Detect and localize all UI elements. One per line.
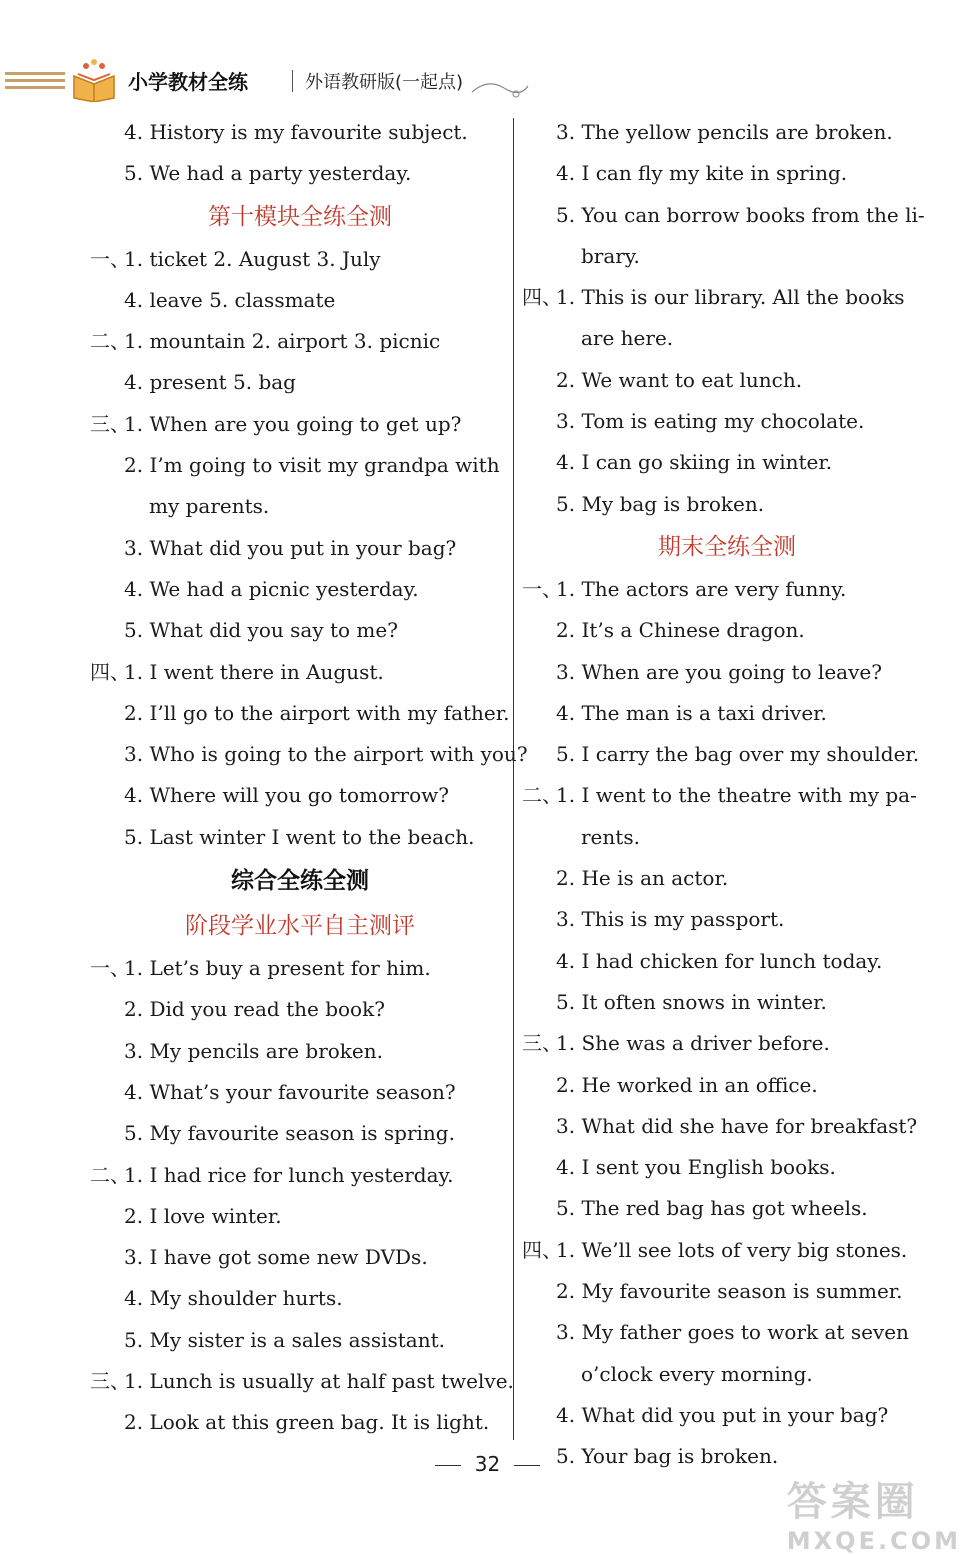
answer-line: 5. It often snows in winter. — [556, 989, 827, 1014]
answer-text: 1. Lunch is usually at half past twelve. — [124, 1369, 514, 1394]
answer-text: 1. We’ll see lots of very big stones. — [556, 1237, 908, 1262]
answer-line — [522, 1230, 932, 1271]
answer-line: 4. My shoulder hurts. — [124, 1286, 343, 1311]
open-book-icon — [70, 58, 118, 102]
answer-line-continuation: rents. — [581, 824, 640, 849]
answer-line: 3. What did you put in your bag? — [124, 535, 457, 560]
answer-line: 3. This is my passport. — [556, 907, 785, 932]
answer-line: 3. What did she have for breakfast? — [556, 1113, 918, 1138]
answer-line: 2. He is an actor. — [556, 866, 729, 891]
answer-text: 1. I went there in August. — [124, 659, 384, 684]
answer-line: 4. What’s your favourite season? — [124, 1079, 456, 1104]
answer-line: 5. We had a party yesterday. — [124, 161, 412, 186]
answer-line: 4. I can fly my kite in spring. — [556, 161, 848, 186]
answer-line: 5. I carry the bag over my shoulder. — [556, 742, 920, 767]
answer-line: 3. The yellow pencils are broken. — [556, 120, 893, 144]
answer-line: 2. I’m going to visit my grandpa with — [124, 453, 500, 478]
answer-line: 2. My favourite season is summer. — [556, 1279, 903, 1304]
header-brand: 小学教材全练 — [128, 70, 248, 94]
answer-line — [90, 1361, 514, 1402]
watermark-bottom: MXQE.COM — [786, 1527, 961, 1555]
header-swirl-decoration — [470, 72, 530, 102]
answer-text: 1. I had rice for lunch yesterday. — [124, 1162, 454, 1187]
answer-line: 2. We want to eat lunch. — [556, 367, 803, 392]
section-number: 三、 — [522, 1031, 562, 1056]
section-number: 二、 — [522, 783, 562, 808]
answer-line: 4. I had chicken for lunch today. — [556, 948, 883, 973]
answer-line: 3. My pencils are broken. — [124, 1038, 383, 1063]
answer-line-continuation: o’clock every morning. — [581, 1361, 813, 1386]
answer-line: 4. We had a picnic yesterday. — [124, 576, 419, 601]
section-number: 三、 — [90, 1369, 130, 1394]
section-number: 三、 — [90, 411, 130, 436]
section-number: 一、 — [90, 246, 130, 271]
answer-line — [90, 321, 510, 362]
section-number: 一、 — [90, 956, 130, 981]
answer-column-right — [522, 112, 932, 1478]
answer-line — [522, 1023, 932, 1064]
answer-text: 1. I went to the theatre with my pa- — [556, 783, 917, 808]
answer-line: 5. The red bag has got wheels. — [556, 1196, 868, 1221]
answer-line: 3. Tom is eating my chocolate. — [556, 409, 865, 434]
answer-line: 5. Last winter I went to the beach. — [124, 824, 475, 849]
answer-line: 5. You can borrow books from the li- — [556, 202, 925, 227]
answer-line — [90, 652, 510, 693]
answer-line: 4. Where will you go tomorrow? — [124, 783, 449, 808]
answer-line: 3. My father goes to work at seven — [556, 1320, 909, 1345]
answer-text: 1. She was a driver before. — [556, 1031, 830, 1056]
answer-line — [90, 239, 510, 280]
watermark — [787, 1470, 961, 1555]
header-edition: 外语教研版(一起点) — [305, 72, 464, 93]
answer-line: 4. I can go skiing in winter. — [556, 450, 833, 475]
page-number-text: 32 — [474, 1452, 501, 1476]
answer-line: 4. I sent you English books. — [556, 1155, 836, 1180]
answer-line — [522, 277, 932, 318]
answer-line: 2. I’ll go to the airport with my father. — [124, 700, 510, 725]
page-header — [0, 58, 560, 108]
answer-column-left — [90, 112, 528, 1444]
answer-line: 4. The man is a taxi driver. — [556, 700, 827, 725]
answer-line: 5. What did you say to me? — [124, 618, 398, 643]
section-heading: 期末全练全测 — [658, 533, 796, 560]
answer-line: 3. When are you going to leave? — [556, 659, 882, 684]
part-heading: 综合全练全测 — [231, 868, 369, 895]
answer-line — [522, 569, 932, 610]
answer-line: 2. Look at this green bag. It is light. — [124, 1410, 490, 1435]
answer-line — [90, 404, 510, 445]
answer-line: 5. Your bag is broken. — [556, 1444, 779, 1469]
section-number: 四、 — [522, 285, 562, 310]
section-heading: 第十模块全练全测 — [208, 203, 392, 230]
answer-line: 3. Who is going to the airport with you? — [124, 742, 528, 767]
column-divider — [513, 118, 514, 1440]
answer-text: 1. When are you going to get up? — [124, 411, 462, 436]
answer-line: 5. My sister is a sales assistant. — [124, 1327, 445, 1352]
answer-line: 2. He worked in an office. — [556, 1072, 818, 1097]
answer-line: 5. My bag is broken. — [556, 491, 765, 516]
answer-line: 3. I have got some new DVDs. — [124, 1245, 428, 1270]
answer-text: 1. mountain 2. airport 3. picnic — [124, 329, 441, 354]
section-number: 二、 — [90, 1162, 130, 1187]
answer-line: 5. My favourite season is spring. — [124, 1121, 455, 1146]
answer-line: 4. present 5. bag — [124, 370, 296, 395]
section-number: 四、 — [522, 1237, 562, 1262]
answer-text: 1. ticket 2. August 3. July — [124, 246, 381, 271]
answer-line: 4. History is my favourite subject. — [124, 120, 468, 144]
answer-line-continuation: brary. — [581, 243, 640, 268]
answer-line: 2. I love winter. — [124, 1203, 282, 1228]
answer-line-continuation: my parents. — [149, 494, 270, 519]
section-number: 四、 — [90, 659, 130, 684]
answer-text: 1. This is our library. All the books — [556, 285, 905, 310]
answer-text: 1. Let’s buy a present for him. — [124, 956, 431, 981]
answer-line — [90, 948, 510, 989]
answer-line: 4. leave 5. classmate — [124, 287, 336, 312]
answer-line: 2. Did you read the book? — [124, 997, 385, 1022]
section-heading: 阶段学业水平自主测评 — [185, 913, 415, 940]
answer-line — [90, 1155, 510, 1196]
header-separator — [292, 70, 293, 92]
section-number: 二、 — [90, 329, 130, 354]
answer-line: 4. What did you put in your bag? — [556, 1402, 889, 1427]
answer-line: 2. It’s a Chinese dragon. — [556, 618, 805, 643]
watermark-top: 答案圈 — [786, 1479, 919, 1525]
answer-text: 1. The actors are very funny. — [556, 576, 847, 601]
header-decoration-lines — [5, 72, 65, 93]
answer-line-continuation: are here. — [581, 326, 674, 351]
answer-line — [522, 775, 932, 816]
section-number: 一、 — [522, 576, 562, 601]
